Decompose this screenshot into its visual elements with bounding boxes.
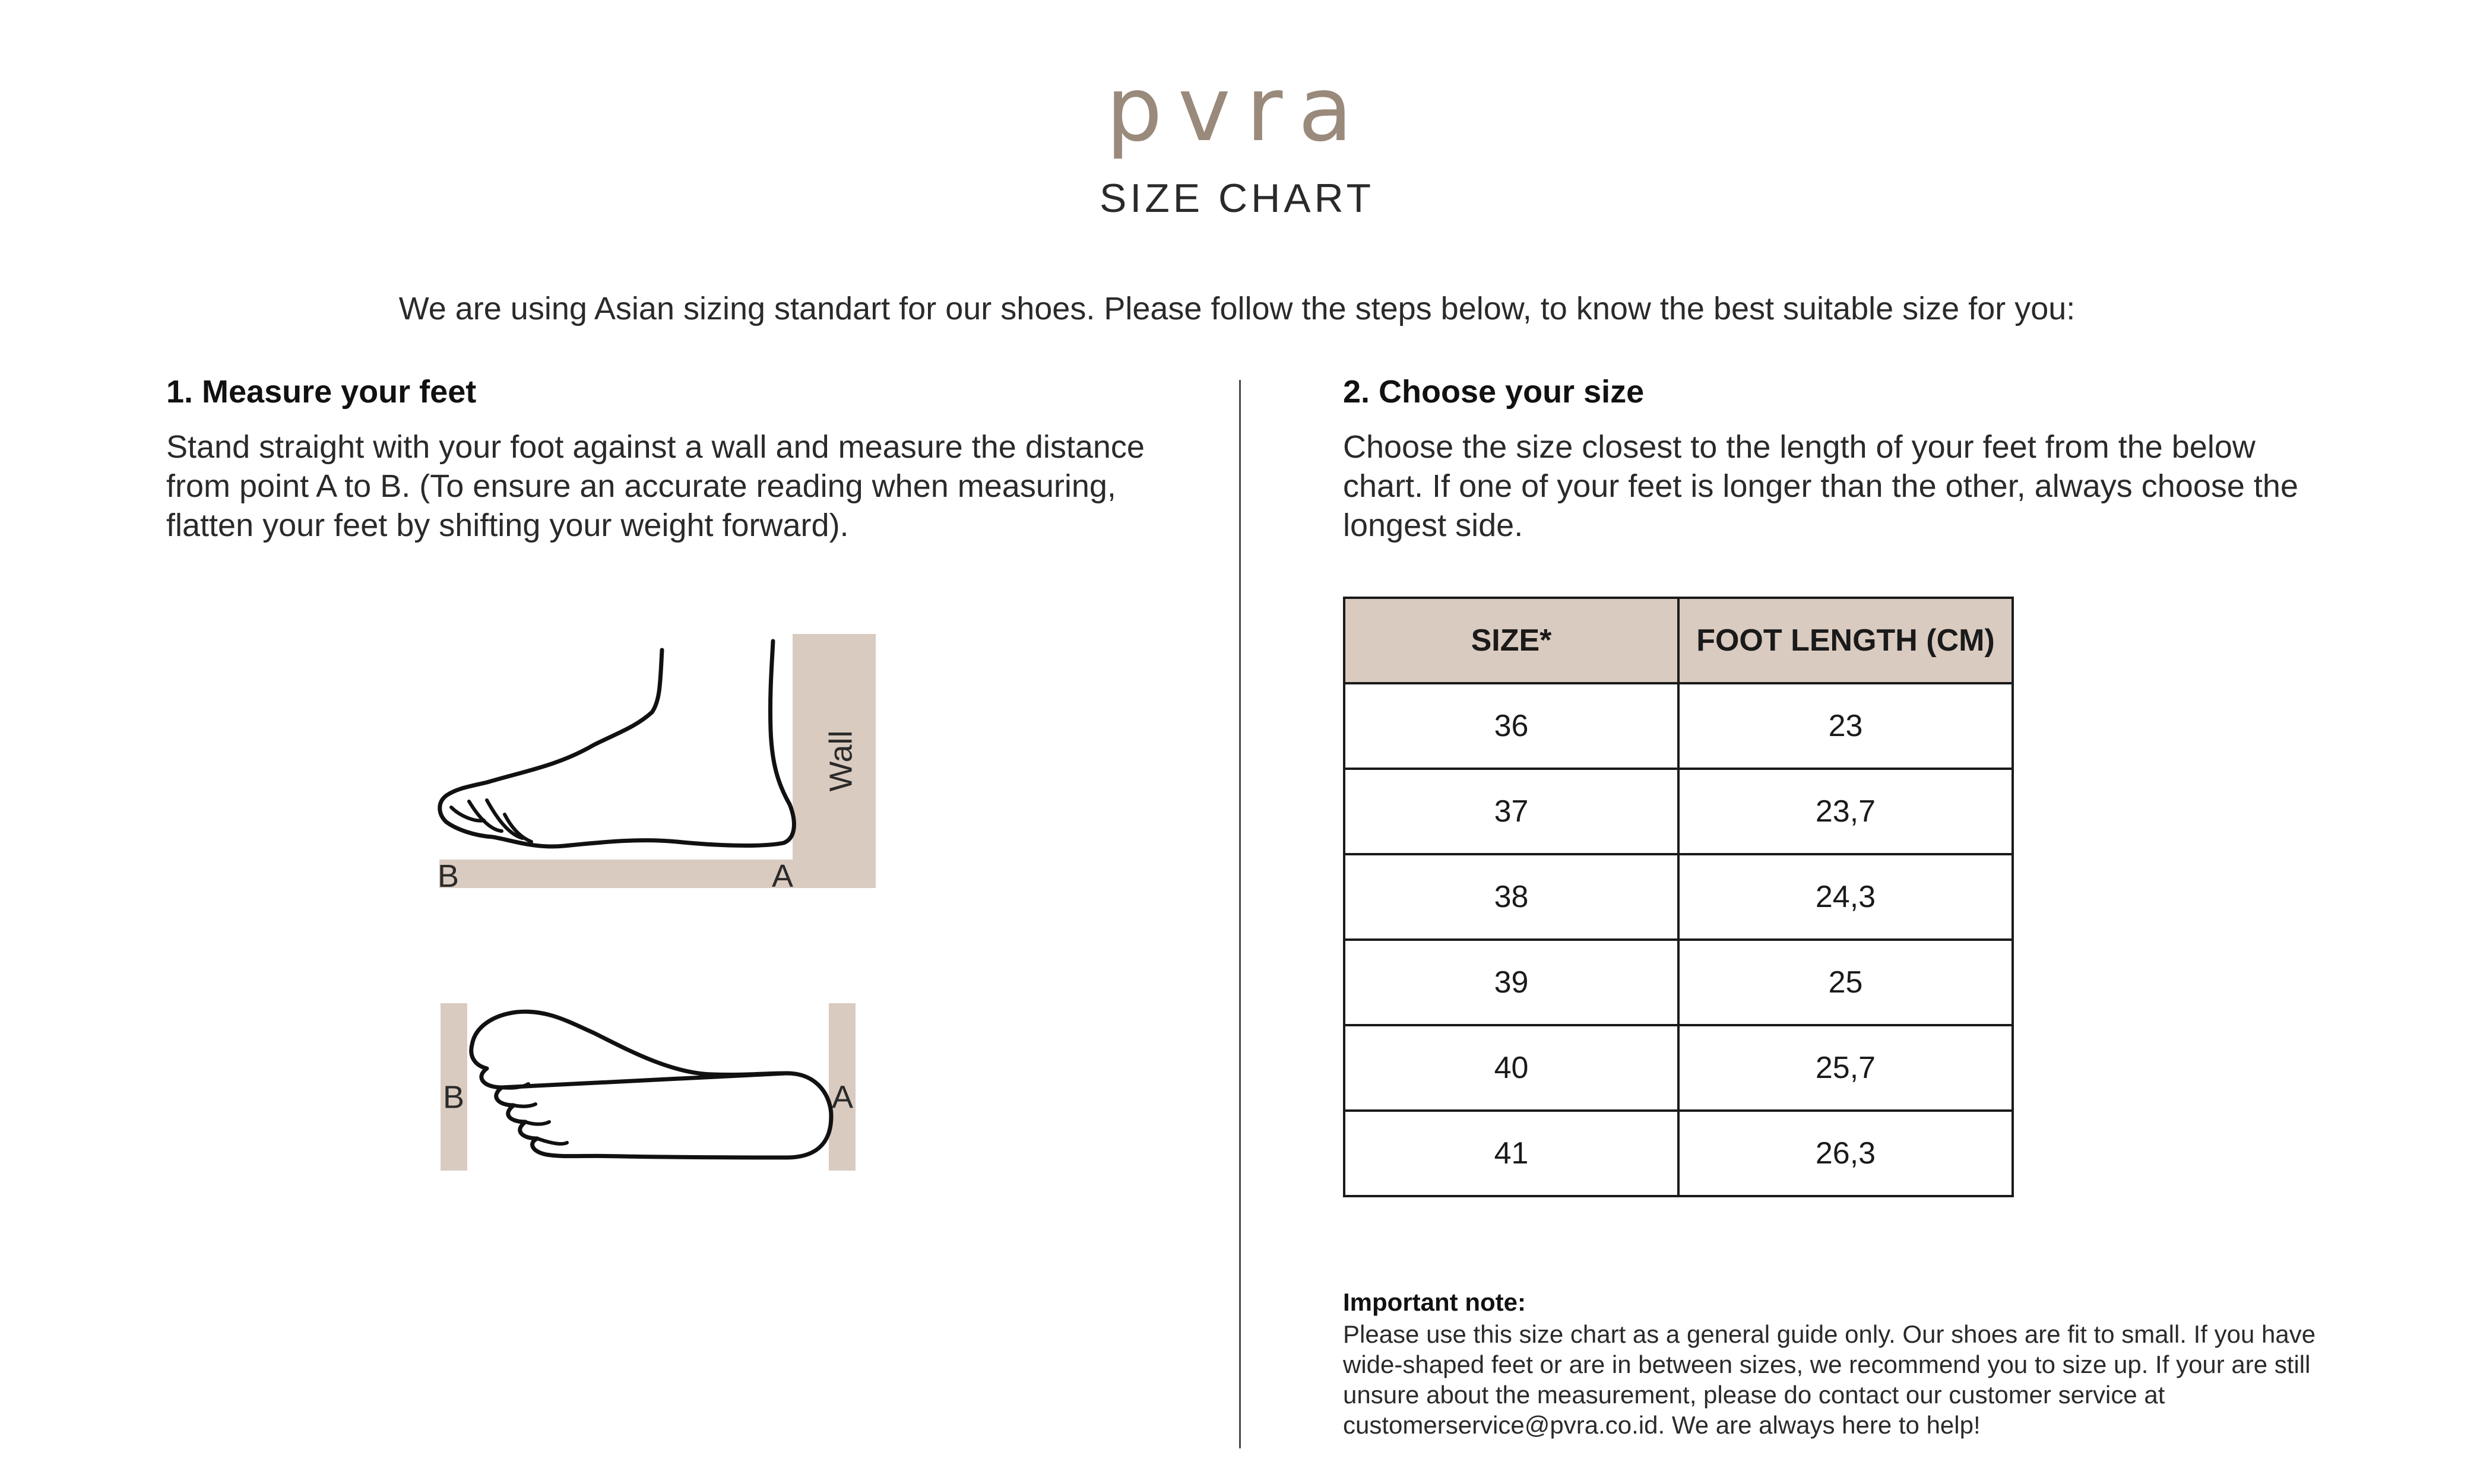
step2-line: longest side. <box>1343 508 1523 543</box>
column-header-foot-length: FOOT LENGTH (CM) <box>1678 598 2013 683</box>
size-cell: 37 <box>1344 769 1678 854</box>
note-line: customerservice@pvra.co.id. We are always here to help! <box>1343 1411 1981 1439</box>
size-cell: 36 <box>1344 683 1678 769</box>
column-header-size: SIZE* <box>1344 598 1678 683</box>
table-header-row <box>1344 598 2013 683</box>
step1-heading: 1. Measure your feet <box>166 374 477 410</box>
point-a-label: A <box>771 858 794 894</box>
size-cell: 41 <box>1344 1111 1678 1196</box>
wall-label: Wall <box>823 730 859 792</box>
foot-length-cell: 24,3 <box>1678 854 2013 940</box>
top-view-diagram <box>441 1003 856 1171</box>
table-row <box>1344 769 2013 854</box>
step1-line: flatten your feet by shifting your weight forward). <box>166 508 849 543</box>
foot-length-cell: 25,7 <box>1678 1025 2013 1111</box>
step2-line: Choose the size closest to the length of your feet from the below <box>1343 429 2256 465</box>
point-a-label: A <box>831 1079 854 1115</box>
table-row <box>1344 940 2013 1025</box>
foot-side-outline <box>440 641 794 846</box>
page-title: SIZE CHART <box>1099 176 1375 221</box>
table-row <box>1344 1025 2013 1111</box>
note-line: Please use this size chart as a general guide only. Our shoes are fit to small. If you have <box>1343 1320 2316 1348</box>
note-line: wide-shaped feet or are in between sizes, we recommend you to size up. If your are still <box>1343 1350 2311 1378</box>
table-row <box>1344 1111 2013 1196</box>
foot-length-cell: 25 <box>1678 940 2013 1025</box>
point-b-label: B <box>437 858 460 894</box>
size-cell: 39 <box>1344 940 1678 1025</box>
note-title: Important note: <box>1343 1288 1526 1316</box>
table-row <box>1344 683 2013 769</box>
size-table <box>1343 597 2014 1197</box>
point-b-label: B <box>442 1079 465 1115</box>
step1-line: from point A to B. (To ensure an accurate reading when measuring, <box>166 468 1116 504</box>
intro-text: We are using Asian sizing standart for our shoes. Please follow the steps below, to know the best suitable size for you: <box>398 291 2076 326</box>
size-cell: 38 <box>1344 854 1678 940</box>
note-line: unsure about the measurement, please do contact our customer service at <box>1343 1381 2165 1409</box>
toe-crease <box>537 1139 567 1144</box>
step1-line: Stand straight with your foot against a wall and measure the distance <box>166 429 1145 465</box>
foot-length-cell: 23 <box>1678 683 2013 769</box>
foot-length-cell: 26,3 <box>1678 1111 2013 1196</box>
column-divider <box>1239 380 1241 1448</box>
toe-crease <box>525 1122 549 1124</box>
toe-crease <box>514 1104 536 1106</box>
table-row <box>1344 854 2013 940</box>
side-view-diagram <box>438 634 876 894</box>
brand-logo: pvra <box>1105 58 1369 161</box>
foot-length-cell: 23,7 <box>1678 769 2013 854</box>
note-body <box>1343 1319 2364 1440</box>
step2-line: chart. If one of your feet is longer than the other, always choose the <box>1343 468 2298 504</box>
step2-heading: 2. Choose your size <box>1343 374 1645 410</box>
step2-paragraph <box>1343 427 2298 545</box>
size-cell: 40 <box>1344 1025 1678 1111</box>
